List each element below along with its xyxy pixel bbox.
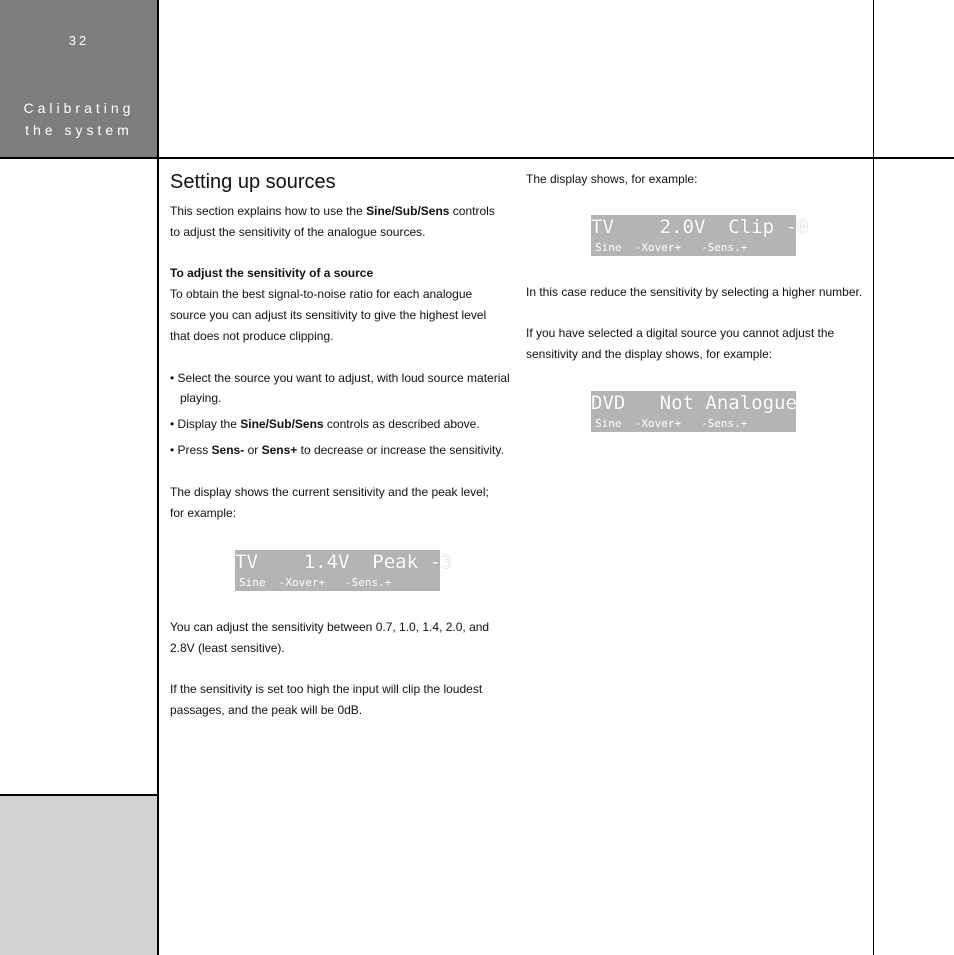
lcd-line-2: Sine -Xover+ -Sens.+ [595,417,748,430]
sidebar-footer-block [0,796,158,955]
right-paragraph-2: In this case reduce the sensitivity by selecting a higher number. [526,285,863,299]
lcd-display-example-2 [591,215,809,256]
paragraph-2: The display shows the current sensitivity and the peak level; for example: [170,485,489,520]
lcd-line-2: Sine -Xover+ -Sens.+ [595,241,748,254]
paragraph-4: If the sensitivity is set too high the input will clip the loudest passages, and the peak will be 0dB. [170,682,483,717]
lcd-line-1: TV 2.0V Clip -0 [591,216,809,238]
control-name: Sine/Sub/Sens [366,204,450,218]
lcd-line-2: Sine -Xover+ -Sens.+ [239,576,392,589]
margin-divider [157,0,159,955]
chapter-title [0,97,158,141]
bullet-item-3: • Press Sens- or Sens+ to decrease or increase the sensitivity. [170,443,504,457]
bullet-item-2: • Display the Sine/Sub/Sens controls as described above. [170,417,480,431]
sidebar-footer-divider [0,794,158,796]
lcd-line-1: DVD Not Analogue [591,392,797,414]
intro-paragraph: This section explains how to use the Sine/Sub/Sens controls to adjust the sensitivity of the analogue sources. [170,204,495,239]
chapter-title-line1: Calibrating [23,100,135,116]
right-paragraph-3: If you have selected a digital source you cannot adjust the sensitivity and the display shows, for example: [526,326,835,361]
paragraph-1: To obtain the best signal-to-noise ratio for each analogue source you can adjust its sensitivity to give the highest level that does not produce clipping. [170,287,487,343]
header-divider [0,157,954,159]
right-paragraph-1: The display shows, for example: [526,172,698,186]
bullet-item-1: • Select the source you want to adjust, with loud source material playing. [170,371,510,405]
lcd-line-1: TV 1.4V Peak -3 [235,551,453,573]
chapter-title-line2: the system [25,122,133,138]
lcd-display-example-1 [235,550,453,591]
page-number: 32 [68,33,90,48]
right-margin-rule [873,0,874,955]
page-title: Setting up sources [170,171,336,193]
lcd-display-example-3 [591,391,796,432]
paragraph-3: You can adjust the sensitivity between 0.7, 1.0, 1.4, 2.0, and 2.8V (least sensitive). [170,620,490,655]
section-subheading: To adjust the sensitivity of a source [170,266,374,280]
